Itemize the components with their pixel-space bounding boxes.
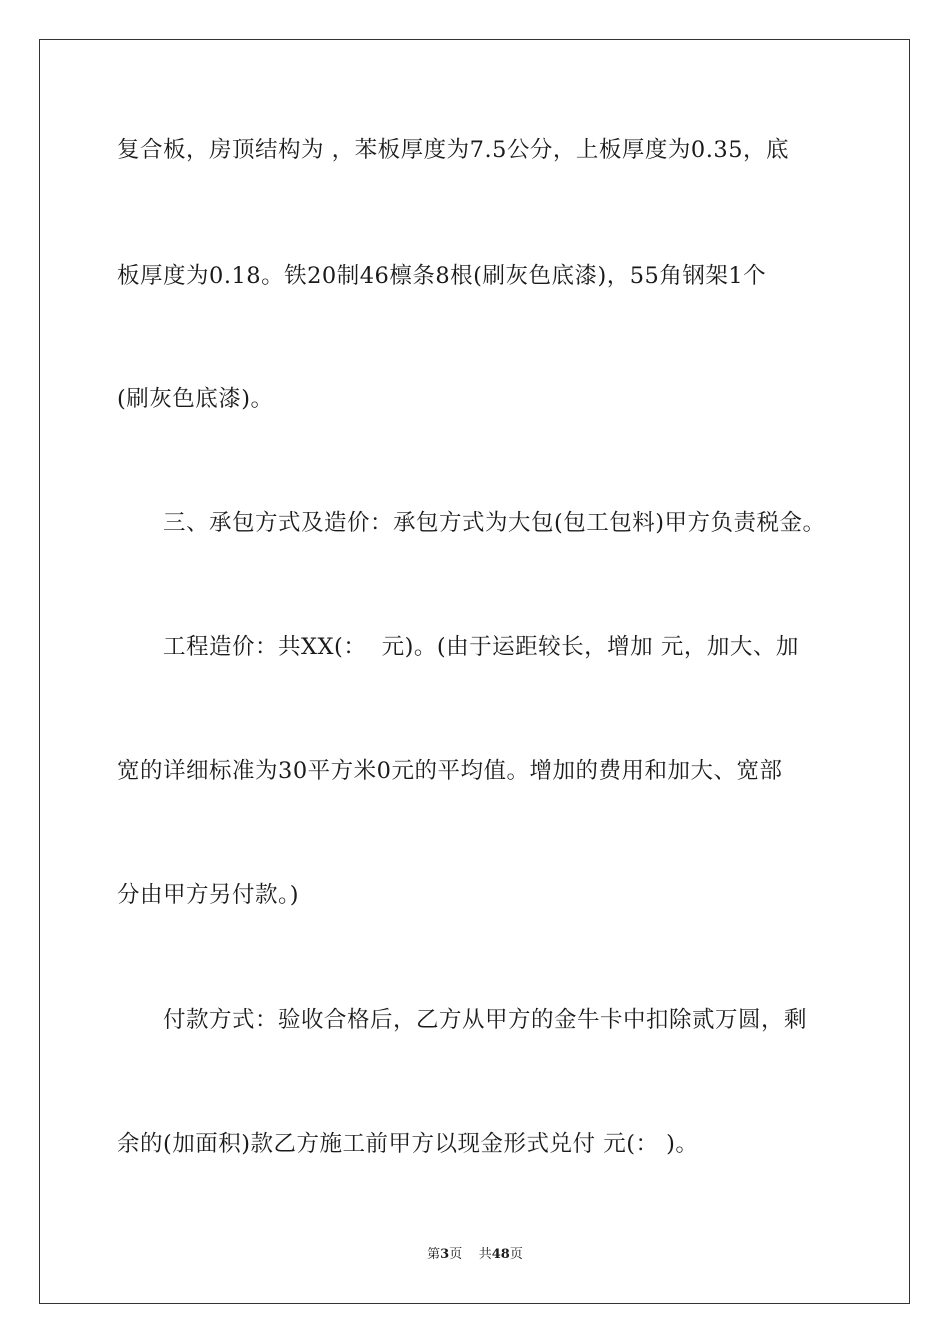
paragraph-line-5: 工程造价：共XX(： 元)。(由于运距较长，增加 元，加大、加 bbox=[163, 634, 799, 660]
paragraph-line-8: 付款方式：验收合格后，乙方从甲方的金牛卡中扣除贰万圆，剩 bbox=[163, 1007, 808, 1033]
footer-total-prefix: 共 bbox=[478, 1247, 492, 1262]
page-border bbox=[39, 39, 910, 1304]
page-footer bbox=[0, 1246, 950, 1264]
footer-total-suffix: 页 bbox=[509, 1247, 523, 1262]
paragraph-line-2: 板厚度为0.18。铁20制46檩条8根(刷灰色底漆)，55角钢架1个 bbox=[117, 263, 767, 289]
section-heading-line: 三、承包方式及造价：承包方式为大包(包工包料)甲方负责税金。 bbox=[163, 510, 826, 536]
paragraph-line-1: 复合板，房顶结构为 ，苯板厚度为7.5公分，上板厚度为0.35，底 bbox=[117, 137, 790, 163]
paragraph-line-3: (刷灰色底漆)。 bbox=[117, 386, 274, 412]
footer-prefix: 第 bbox=[427, 1247, 441, 1262]
footer-page-number: 3 bbox=[440, 1247, 450, 1262]
footer-page-suffix: 页 bbox=[449, 1247, 463, 1262]
paragraph-line-6: 宽的详细标准为30平方米0元的平均值。增加的费用和加大、宽部 bbox=[117, 758, 783, 784]
paragraph-line-9: 余的(加面积)款乙方施工前甲方以现金形式兑付 元(： )。 bbox=[117, 1131, 699, 1157]
paragraph-line-7: 分由甲方另付款。) bbox=[117, 882, 300, 908]
footer-total-pages: 48 bbox=[491, 1247, 510, 1262]
